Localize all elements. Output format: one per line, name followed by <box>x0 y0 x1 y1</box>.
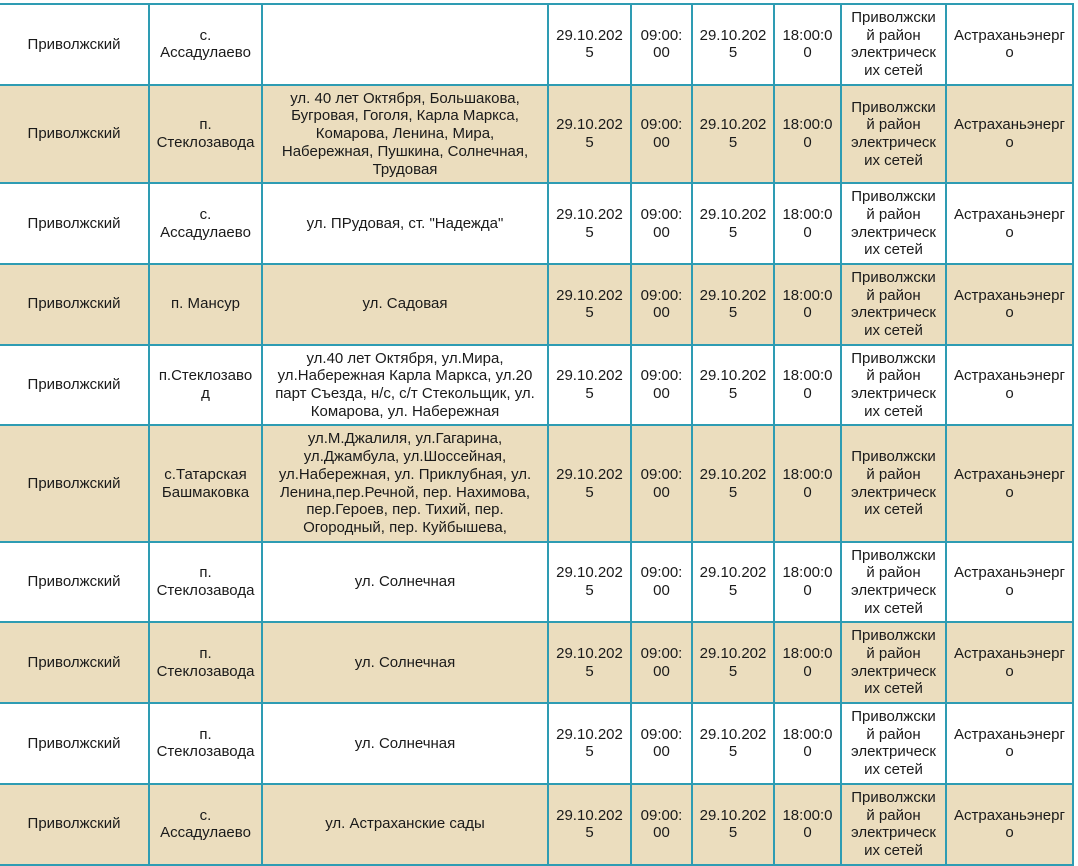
cell-end-time: 18:00:00 <box>774 183 841 264</box>
cell-end-date: 29.10.2025 <box>692 542 774 623</box>
cell-start-date: 29.10.2025 <box>548 345 631 426</box>
cell-start-time: 09:00:00 <box>631 622 692 703</box>
cell-end-time: 18:00:00 <box>774 4 841 85</box>
cell-streets: ул. ПРудовая, ст. "Надежда" <box>262 183 548 264</box>
outage-table-body <box>0 4 1073 865</box>
cell-start-date: 29.10.2025 <box>548 622 631 703</box>
cell-district: Приволжский <box>0 183 149 264</box>
cell-start-time: 09:00:00 <box>631 85 692 183</box>
cell-end-date: 29.10.2025 <box>692 425 774 541</box>
cell-company: Астраханьэнерго <box>946 622 1073 703</box>
table-row <box>0 183 1073 264</box>
cell-settlement: п. Стеклозавода <box>149 542 262 623</box>
cell-start-date: 29.10.2025 <box>548 4 631 85</box>
table-row <box>0 425 1073 541</box>
table-row <box>0 345 1073 426</box>
cell-start-date: 29.10.2025 <box>548 542 631 623</box>
table-row <box>0 4 1073 85</box>
cell-start-date: 29.10.2025 <box>548 85 631 183</box>
cell-org: Приволжский район электрических сетей <box>841 622 946 703</box>
cell-company: Астраханьэнерго <box>946 345 1073 426</box>
cell-end-time: 18:00:00 <box>774 784 841 865</box>
cell-streets: ул. 40 лет Октября, Большакова, Бугровая, Гоголя, Карла Маркса, Комарова, Ленина, Мира, Набережная, Пушкина, Солнечная, Трудовая <box>262 85 548 183</box>
cell-end-date: 29.10.2025 <box>692 622 774 703</box>
table-row <box>0 784 1073 865</box>
cell-end-date: 29.10.2025 <box>692 183 774 264</box>
outage-table <box>0 3 1074 866</box>
cell-company: Астраханьэнерго <box>946 703 1073 784</box>
cell-company: Астраханьэнерго <box>946 4 1073 85</box>
cell-end-date: 29.10.2025 <box>692 4 774 85</box>
cell-start-time: 09:00:00 <box>631 425 692 541</box>
table-row <box>0 622 1073 703</box>
cell-end-date: 29.10.2025 <box>692 85 774 183</box>
cell-end-date: 29.10.2025 <box>692 264 774 345</box>
cell-company: Астраханьэнерго <box>946 183 1073 264</box>
cell-start-time: 09:00:00 <box>631 264 692 345</box>
cell-streets: ул. Солнечная <box>262 622 548 703</box>
cell-org: Приволжский район электрических сетей <box>841 183 946 264</box>
cell-org: Приволжский район электрических сетей <box>841 345 946 426</box>
cell-org: Приволжский район электрических сетей <box>841 542 946 623</box>
cell-end-time: 18:00:00 <box>774 425 841 541</box>
page <box>0 3 1078 859</box>
cell-district: Приволжский <box>0 425 149 541</box>
cell-start-date: 29.10.2025 <box>548 183 631 264</box>
cell-streets: ул. Садовая <box>262 264 548 345</box>
cell-start-time: 09:00:00 <box>631 4 692 85</box>
cell-settlement: п.Стеклозавод <box>149 345 262 426</box>
cell-streets <box>262 4 548 85</box>
cell-district: Приволжский <box>0 264 149 345</box>
cell-org: Приволжский район электрических сетей <box>841 85 946 183</box>
cell-streets: ул. Солнечная <box>262 542 548 623</box>
cell-streets: ул. Солнечная <box>262 703 548 784</box>
cell-company: Астраханьэнерго <box>946 425 1073 541</box>
cell-start-date: 29.10.2025 <box>548 264 631 345</box>
cell-settlement: с.Татарская Башмаковка <box>149 425 262 541</box>
cell-company: Астраханьэнерго <box>946 85 1073 183</box>
cell-district: Приволжский <box>0 622 149 703</box>
cell-company: Астраханьэнерго <box>946 264 1073 345</box>
cell-start-time: 09:00:00 <box>631 183 692 264</box>
cell-district: Приволжский <box>0 345 149 426</box>
cell-org: Приволжский район электрических сетей <box>841 703 946 784</box>
table-row <box>0 264 1073 345</box>
cell-end-date: 29.10.2025 <box>692 345 774 426</box>
cell-start-time: 09:00:00 <box>631 784 692 865</box>
cell-org: Приволжский район электрических сетей <box>841 425 946 541</box>
table-row <box>0 703 1073 784</box>
cell-start-time: 09:00:00 <box>631 703 692 784</box>
cell-end-time: 18:00:00 <box>774 703 841 784</box>
cell-district: Приволжский <box>0 703 149 784</box>
table-row <box>0 85 1073 183</box>
cell-settlement: п. Мансур <box>149 264 262 345</box>
cell-org: Приволжский район электрических сетей <box>841 4 946 85</box>
cell-settlement: п. Стеклозавода <box>149 85 262 183</box>
cell-start-date: 29.10.2025 <box>548 425 631 541</box>
cell-settlement: п. Стеклозавода <box>149 622 262 703</box>
cell-company: Астраханьэнерго <box>946 542 1073 623</box>
cell-end-time: 18:00:00 <box>774 622 841 703</box>
cell-start-time: 09:00:00 <box>631 345 692 426</box>
cell-org: Приволжский район электрических сетей <box>841 264 946 345</box>
cell-start-date: 29.10.2025 <box>548 784 631 865</box>
cell-start-time: 09:00:00 <box>631 542 692 623</box>
table-row <box>0 542 1073 623</box>
cell-end-time: 18:00:00 <box>774 264 841 345</box>
cell-end-date: 29.10.2025 <box>692 784 774 865</box>
cell-district: Приволжский <box>0 542 149 623</box>
cell-end-time: 18:00:00 <box>774 85 841 183</box>
cell-start-date: 29.10.2025 <box>548 703 631 784</box>
cell-streets: ул.М.Джалиля, ул.Гагарина, ул.Джамбула, ул.Шоссейная, ул.Набережная, ул. Приклубная, ул. Ленина,пер.Речной, пер. Нахимова, пер.Героев, пер. Тихий, пер. Огородный, пер. Куйбышева, <box>262 425 548 541</box>
cell-streets: ул.40 лет Октября, ул.Мира, ул.Набережная Карла Маркса, ул.20 парт Съезда, н/с, с/т Стекольщик, ул. Комарова, ул. Набережная <box>262 345 548 426</box>
cell-end-time: 18:00:00 <box>774 345 841 426</box>
cell-district: Приволжский <box>0 784 149 865</box>
cell-end-date: 29.10.2025 <box>692 703 774 784</box>
cell-settlement: с. Ассадулаево <box>149 784 262 865</box>
cell-end-time: 18:00:00 <box>774 542 841 623</box>
cell-district: Приволжский <box>0 85 149 183</box>
cell-streets: ул. Астраханские сады <box>262 784 548 865</box>
cell-company: Астраханьэнерго <box>946 784 1073 865</box>
cell-district: Приволжский <box>0 4 149 85</box>
cell-settlement: с. Ассадулаево <box>149 183 262 264</box>
cell-org: Приволжский район электрических сетей <box>841 784 946 865</box>
cell-settlement: с. Ассадулаево <box>149 4 262 85</box>
cell-settlement: п. Стеклозавода <box>149 703 262 784</box>
